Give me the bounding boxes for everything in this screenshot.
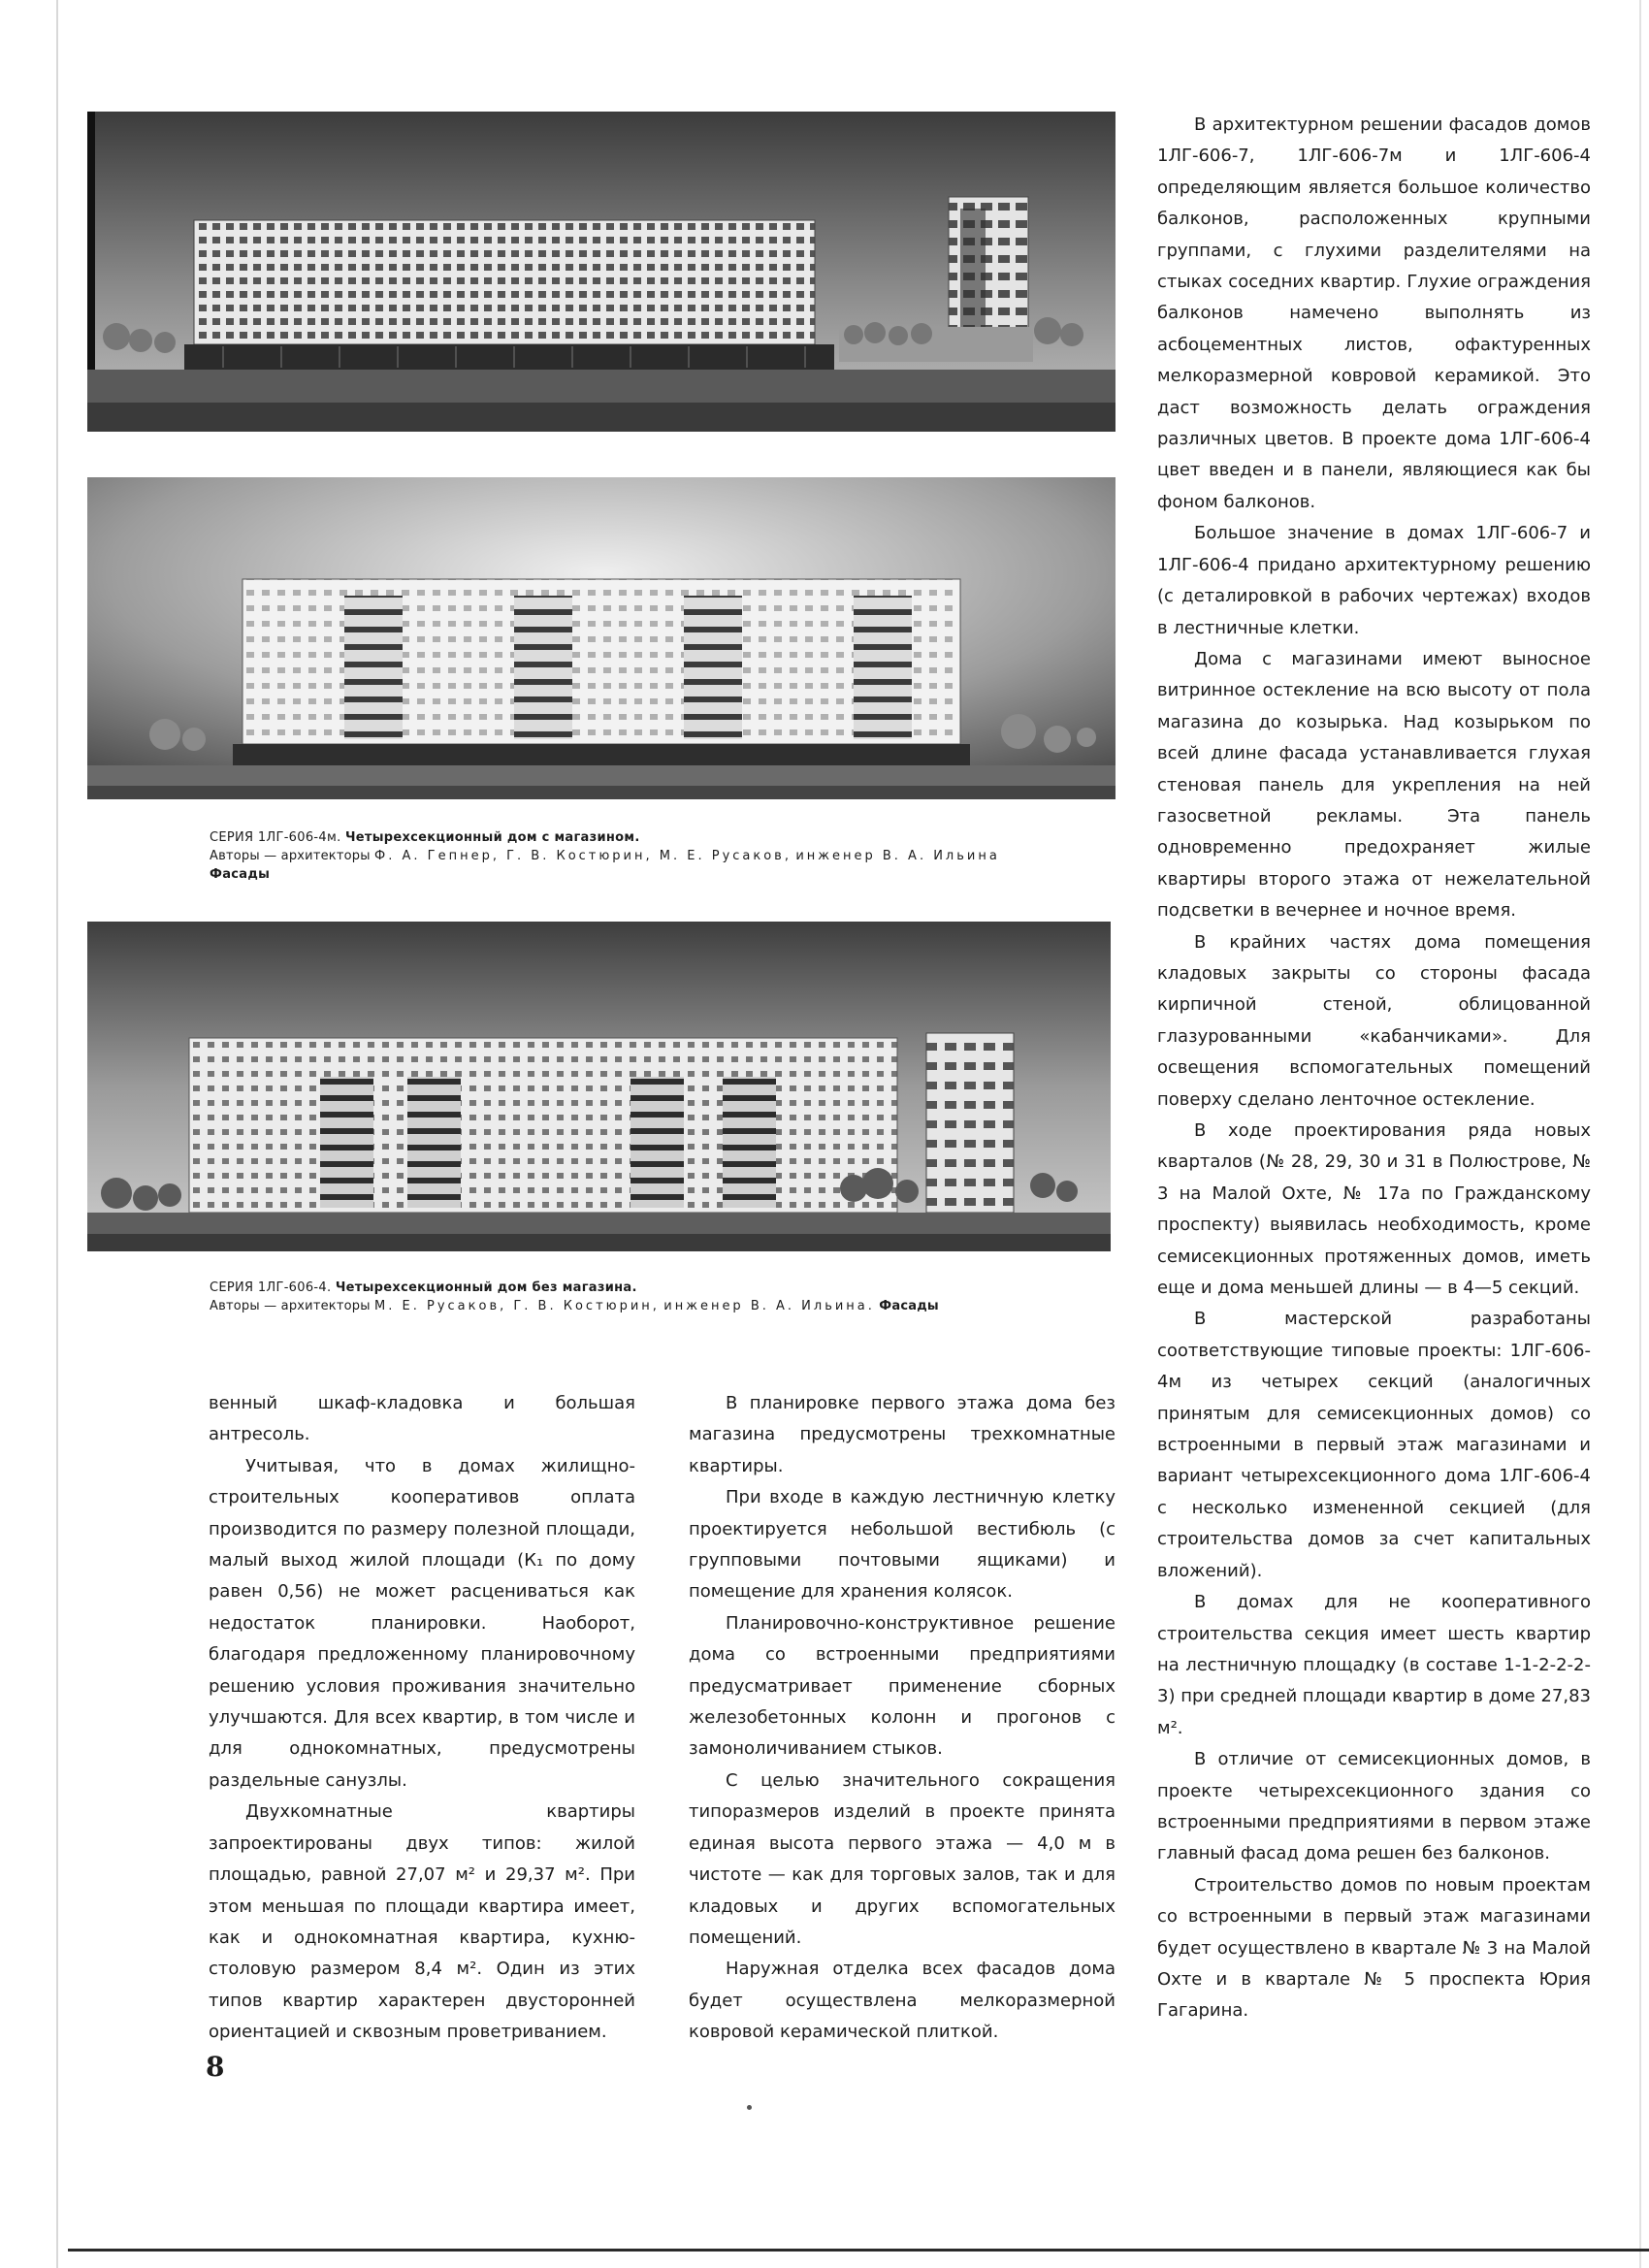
page-edge-right <box>1639 0 1641 2268</box>
paragraph-continuation: венный шкаф-кладовка и большая антресоль. <box>209 1393 635 1445</box>
caption-fig3-engineer: инженер В. А. Ильина. <box>663 1299 875 1313</box>
facade-drawing-middle <box>87 477 1116 799</box>
facade-drawing-bottom-svg <box>87 922 1111 1251</box>
facade-drawing-top-svg <box>87 112 1116 432</box>
caption-fig2-authors-prefix: Авторы — архитекторы <box>210 849 371 863</box>
caption-fig3-title: Четырехсекционный дом без магазина. <box>335 1280 637 1295</box>
caption-fig3-suffix: Фасады <box>879 1299 939 1313</box>
page-edge-left <box>56 0 58 2268</box>
text-column-middle <box>689 1388 1116 2049</box>
paragraph: Планировочно-конструктивное решение дома со встроенными предприятиями предусматривает применение сборных железобетонных колонн и прогонов с замоноличиванием стыков. <box>689 1612 1116 1760</box>
caption-fig2-series: СЕРИЯ 1ЛГ-606-4м. <box>210 830 341 845</box>
caption-fig2-suffix: Фасады <box>210 867 271 882</box>
caption-fig3-line2 <box>210 1297 939 1315</box>
paragraph: Двухкомнатные квартиры запроектированы двух типов: жилой площадью, равной 27,07 м² и 29,37 м². При этом меньшая по площади квартира имеет, как и однокомнатная квартира, кухню-столовую размером 8,4 м². Один из этих типов квартир характерен двусторонней ориентацией и сквозным проветриванием. <box>209 1801 635 2043</box>
page-number: 8 <box>206 2051 225 2083</box>
caption-fig2-engineer: инженер В. А. Ильина <box>795 849 1000 863</box>
paragraph: В крайних частях дома помещения кладовых закрыты со стороны фасада кирпичной стеной, облицованной глазурованными «кабанчиками». Для освещения вспомогательных помещений поверху сделано ленточное остекление. <box>1157 931 1591 1110</box>
caption-fig2-title: Четырехсекционный дом с магазином. <box>344 830 640 845</box>
caption-fig3-authors: М. Е. Русаков, Г. В. Костюрин, <box>374 1299 660 1313</box>
caption-fig2-line3 <box>210 865 1000 884</box>
facade-drawing-middle-svg <box>87 477 1116 799</box>
paragraph: В мастерской разработаны соответствующие типовые проекты: 1ЛГ-606-4м из четырех секций (аналогичных принятым для семисекционных домов) со встроенными в первый этаж магазинами и вариант четырехсекционного дома 1ЛГ-606-4 с несколько измененной секцией (для строительства домов за счет капитальных вложений). <box>1157 1309 1591 1581</box>
caption-fig3 <box>210 1279 939 1315</box>
text-column-left <box>209 1388 635 2049</box>
paragraph: В ходе проектирования ряда новых кварталов (№ 28, 29, 30 и 31 в Полюстрове, № 3 на Малой Охте, № 17а по Гражданскому проспекту) выявилась необходимость, кроме семисекционных протяженных домов, иметь еще и дома меньшей длины — в 4—5 секций. <box>1157 1120 1591 1299</box>
caption-fig3-series: СЕРИЯ 1ЛГ-606-4. <box>210 1280 332 1295</box>
scan-speck <box>747 2105 752 2110</box>
paragraph: Учитывая, что в домах жилищно-строительных кооперативов оплата производится по размеру полезной площади, малый выход жилой площади (К₁ по дому равен 0,56) не может расцениваться как недостаток планировки. Наоборот, благодаря предложенному планировочному решению условия проживания значительно улучшаются. Для всех квартир, в том числе и для однокомнатных, предусмотрены раздельные санузлы. <box>209 1455 635 1791</box>
text-column-right <box>1157 110 1591 2027</box>
paragraph: В архитектурном решении фасадов домов 1ЛГ-606-7, 1ЛГ-606-7м и 1ЛГ-606-4 определяющим является большое количество балконов, расположенных крупными группами, с глухими разделителями на стыках соседних квартир. Глухие ограждения балконов намечено выполнять из асбоцементных листов, офактуренных мелкоразмерной ковровой керамикой. Это даст возможность делать ограждения различных цветов. В проекте дома 1ЛГ-606-4 цвет введен и в панели, являющиеся как бы фоном балконов. <box>1157 114 1591 512</box>
paragraph: В планировке первого этажа дома без магазина предусмотрены трехкомнатные квартиры. <box>689 1393 1116 1476</box>
caption-fig3-line1 <box>210 1279 939 1297</box>
caption-fig2 <box>210 828 1000 884</box>
caption-fig3-authors-prefix: Авторы — архитекторы <box>210 1299 371 1313</box>
caption-fig2-line1 <box>210 828 1000 847</box>
paragraph: С целью значительного сокращения типоразмеров изделий в проекте принята единая высота первого этажа — 4,0 м в чистоте — как для торговых залов, так и для кладовых и других вспомогательных помещений. <box>689 1769 1116 1948</box>
caption-fig2-authors: Ф. А. Гепнер, Г. В. Костюрин, М. Е. Русаков, <box>374 849 792 863</box>
paragraph: Дома с магазинами имеют выносное витринное остекление на всю высоту от пола магазина до козырька. Над козырьком по всей длине фасада устанавливается глухая стеновая панель для укрепления на ней газосветной рекламы. Эта панель одновременно предохраняет жилые квартиры второго этажа от нежелательной подсветки в вечернее и ночное время. <box>1157 648 1591 922</box>
facade-drawing-top <box>87 112 1116 432</box>
facade-drawing-bottom <box>87 922 1111 1251</box>
caption-fig2-line2 <box>210 847 1000 865</box>
paragraph: Большое значение в домах 1ЛГ-606-7 и 1ЛГ-606-4 придано архитектурному решению (с деталировкой в рабочих чертежах) входов в лестничные клетки. <box>1157 523 1591 638</box>
paragraph: В домах для не кооперативного строительства секция имеет шесть квартир на лестничную площадку (в составе 1-1-2-2-2-3) при средней площади квартир в доме 27,83 м². <box>1157 1592 1592 1738</box>
paragraph: Наружная отделка всех фасадов дома будет осуществлена мелкоразмерной ковровой керамической плиткой. <box>689 1959 1116 2043</box>
paragraph: При входе в каждую лестничную клетку проектируется небольшой вестибюль (с групповыми почтовыми ящиками) и помещение для хранения колясок. <box>689 1487 1116 1603</box>
paragraph: Строительство домов по новым проектам со встроенными в первый этаж магазинами будет осуществлено в квартале № 3 на Малой Охте и в квартале № 5 проспекта Юрия Гагарина. <box>1157 1874 1591 2022</box>
scan-bottom-edge <box>68 2249 1649 2252</box>
paragraph: В отличие от семисекционных домов, в проекте четырехсекционного здания со встроенными предприятиями в первом этаже главный фасад дома решен без балконов. <box>1157 1749 1591 1864</box>
